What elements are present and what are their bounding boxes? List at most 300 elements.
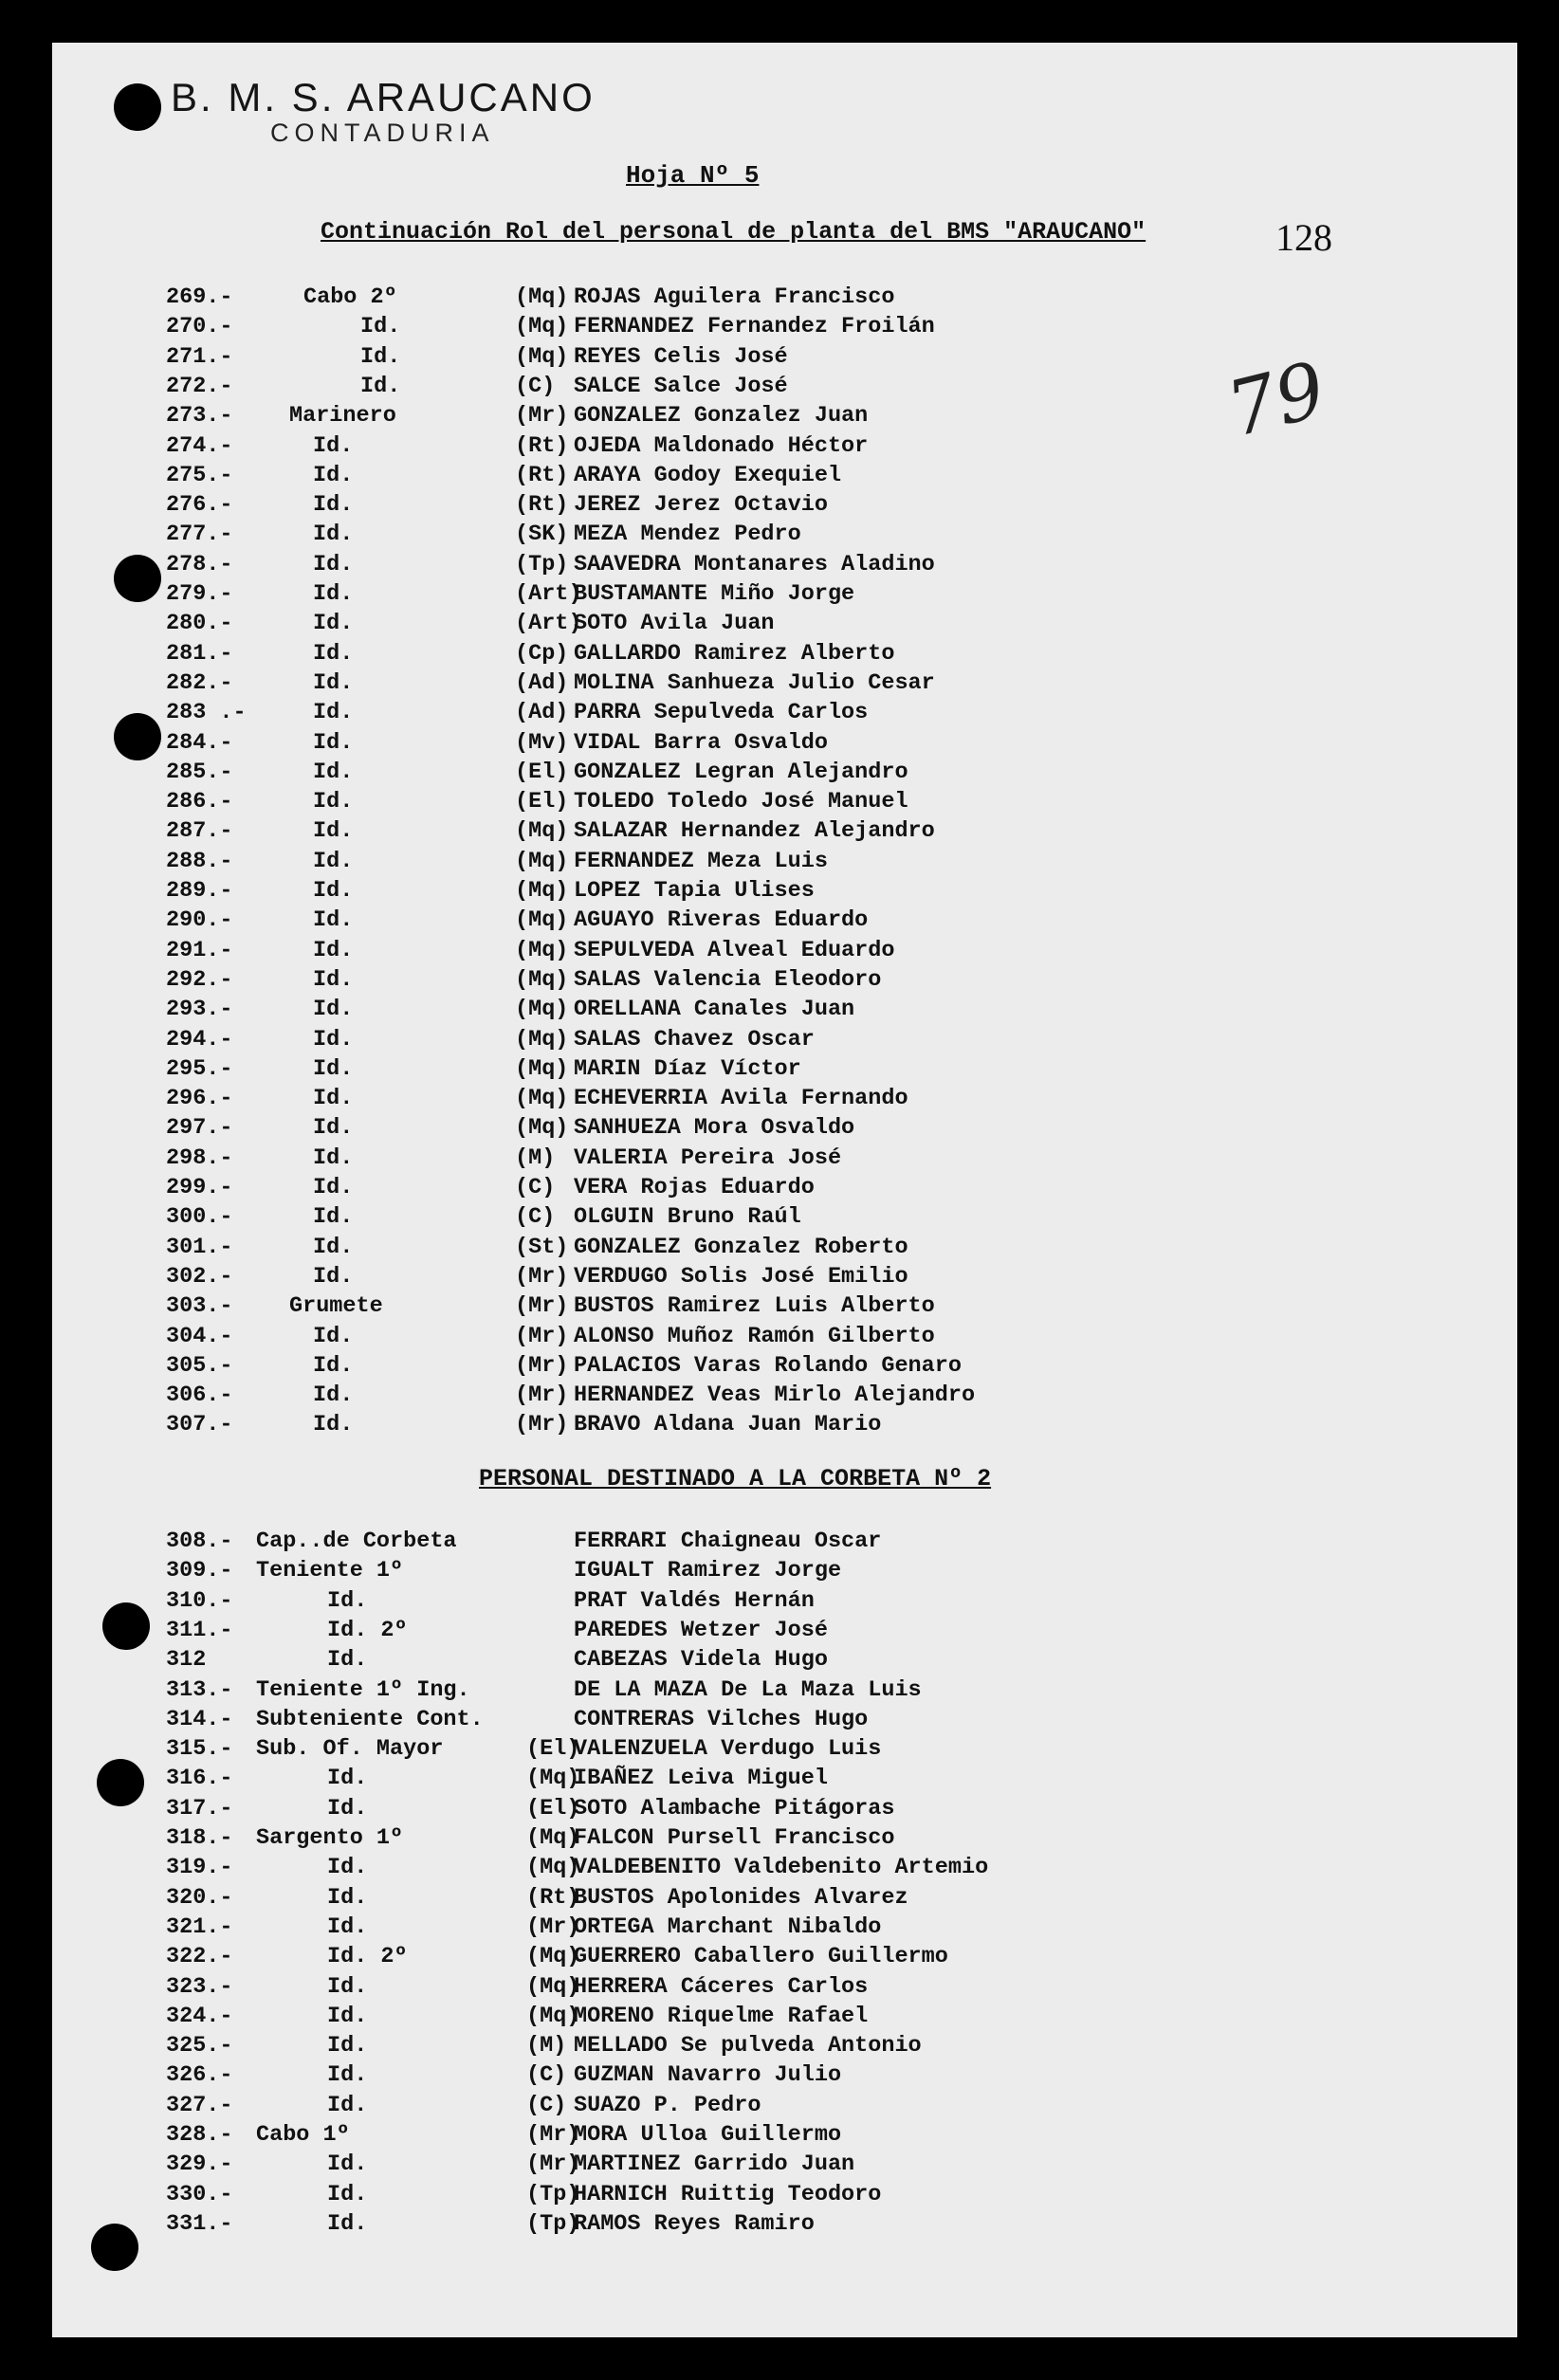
row-specialty: (Mq) xyxy=(515,1115,569,1142)
row-rank: Cabo 2º xyxy=(303,284,397,310)
personnel-row xyxy=(166,283,1114,312)
row-rank: Id. xyxy=(313,729,354,756)
row-number: 326.- xyxy=(166,2062,233,2089)
row-name: LOPEZ Tapia Ulises xyxy=(574,878,815,904)
row-name: SALAS Valencia Eleodoro xyxy=(574,966,882,993)
row-number: 322.- xyxy=(166,1944,233,1970)
personnel-row xyxy=(166,1734,1114,1764)
row-specialty: (Mq) xyxy=(515,848,569,874)
row-number: 279.- xyxy=(166,581,233,607)
row-name: SOTO Avila Juan xyxy=(574,611,775,637)
personnel-row xyxy=(166,995,1114,1024)
row-rank: Id. 2º xyxy=(327,1617,408,1643)
row-rank: Teniente 1º xyxy=(256,1558,404,1584)
personnel-row xyxy=(166,609,1114,638)
row-name: FALCON Pursell Francisco xyxy=(574,1825,895,1851)
row-name: SEPULVEDA Alveal Eduardo xyxy=(574,937,895,963)
row-specialty: (C) xyxy=(515,1204,556,1231)
row-rank: Id. 2º xyxy=(327,1944,408,1970)
row-rank: Id. xyxy=(313,1382,354,1409)
row-number: 321.- xyxy=(166,1913,233,1940)
row-rank: Id. xyxy=(327,1587,368,1614)
personnel-row xyxy=(166,1913,1114,1942)
row-rank: Id. xyxy=(313,818,354,845)
row-rank: Id. xyxy=(313,1175,354,1200)
handwritten-number: 79 xyxy=(1219,345,1334,454)
personnel-row xyxy=(166,1764,1114,1793)
personnel-row xyxy=(166,1616,1114,1645)
personnel-row xyxy=(166,372,1114,401)
row-number: 309.- xyxy=(166,1558,233,1584)
row-specialty: (Mq) xyxy=(515,937,569,963)
row-specialty: (Mq) xyxy=(526,1944,580,1970)
row-specialty: (M) xyxy=(526,2033,567,2060)
row-specialty: (Tp) xyxy=(515,551,569,577)
row-name: VALENZUELA Verdugo Luis xyxy=(574,1736,882,1763)
row-number: 313.- xyxy=(166,1676,233,1703)
row-number: 291.- xyxy=(166,937,233,963)
row-rank: Cap..de Corbeta xyxy=(256,1529,457,1554)
personnel-row xyxy=(166,2060,1114,2090)
row-rank: Id. xyxy=(327,2003,368,2029)
row-rank: Sub. Of. Mayor xyxy=(256,1736,444,1763)
row-name: FERNANDEZ Fernandez Froilán xyxy=(574,314,935,340)
row-name: HARNICH Ruittig Teodoro xyxy=(574,2181,882,2207)
personnel-row xyxy=(166,1853,1114,1882)
row-specialty: (Tp) xyxy=(526,2181,580,2207)
personnel-row xyxy=(166,639,1114,668)
row-number: 292.- xyxy=(166,966,233,993)
row-name: GUZMAN Navarro Julio xyxy=(574,2062,842,2089)
row-rank: Teniente 1º Ing. xyxy=(256,1676,470,1703)
row-rank: Id. xyxy=(313,1055,354,1082)
row-specialty: (Ad) xyxy=(515,669,569,696)
personnel-row xyxy=(166,668,1114,698)
row-specialty: (Rt) xyxy=(526,1884,580,1911)
personnel-row xyxy=(166,490,1114,520)
row-name: ORELLANA Canales Juan xyxy=(574,997,855,1023)
row-name: GUERRERO Caballero Guillermo xyxy=(574,1944,948,1970)
row-rank: Id. xyxy=(313,1086,354,1112)
personnel-row xyxy=(166,550,1114,579)
personnel-row xyxy=(166,2180,1114,2209)
row-number: 284.- xyxy=(166,729,233,756)
row-rank: Id. xyxy=(313,551,354,577)
personnel-row xyxy=(166,1556,1114,1585)
row-rank: Id. xyxy=(313,522,354,548)
row-number: 317.- xyxy=(166,1795,233,1822)
row-number: 295.- xyxy=(166,1055,233,1082)
row-specialty: (Rt) xyxy=(515,462,569,488)
row-number: 275.- xyxy=(166,462,233,488)
row-name: ROJAS Aguilera Francisco xyxy=(574,284,895,310)
row-rank: Id. xyxy=(327,1795,368,1822)
row-name: OJEDA Maldonado Héctor xyxy=(574,432,869,459)
row-specialty: (Tp) xyxy=(526,2210,580,2237)
row-specialty: (Mq) xyxy=(515,314,569,340)
personnel-row xyxy=(166,728,1114,758)
row-number: 311.- xyxy=(166,1617,233,1643)
personnel-row xyxy=(166,1084,1114,1113)
personnel-row xyxy=(166,1322,1114,1351)
row-specialty: (Mq) xyxy=(515,284,569,310)
row-number: 299.- xyxy=(166,1175,233,1200)
row-specialty: (Mq) xyxy=(515,907,569,934)
row-name: BRAVO Aldana Juan Mario xyxy=(574,1412,882,1438)
row-specialty: (Rt) xyxy=(515,432,569,459)
row-specialty: (Mq) xyxy=(526,1855,580,1881)
row-name: REYES Celis José xyxy=(574,343,788,370)
row-rank: Id. xyxy=(313,878,354,904)
row-specialty: (Mr) xyxy=(515,1323,569,1349)
row-specialty: (El) xyxy=(515,789,569,815)
personnel-row xyxy=(166,431,1114,461)
row-specialty: (Rt) xyxy=(515,492,569,519)
row-rank: Id. xyxy=(327,1766,368,1792)
row-name: MORA Ulloa Guillermo xyxy=(574,2122,842,2148)
row-rank: Subteniente Cont. xyxy=(256,1706,484,1732)
personnel-row xyxy=(166,1586,1114,1616)
row-number: 331.- xyxy=(166,2210,233,2237)
row-specialty: (C) xyxy=(515,373,556,399)
row-name: CABEZAS Videla Hugo xyxy=(574,1647,828,1674)
document-page xyxy=(52,43,1517,2337)
row-rank: Id. xyxy=(327,2210,368,2237)
row-number: 293.- xyxy=(166,997,233,1023)
row-number: 287.- xyxy=(166,818,233,845)
row-rank: Id. xyxy=(360,343,401,370)
row-name: BUSTOS Ramirez Luis Alberto xyxy=(574,1293,935,1320)
personnel-row xyxy=(166,2091,1114,2120)
row-rank: Id. xyxy=(313,1204,354,1231)
row-name: MOLINA Sanhueza Julio Cesar xyxy=(574,669,935,696)
row-number: 278.- xyxy=(166,551,233,577)
row-rank: Id. xyxy=(313,1412,354,1438)
row-specialty: (Mr) xyxy=(515,1412,569,1438)
row-number: 281.- xyxy=(166,640,233,667)
row-number: 306.- xyxy=(166,1382,233,1409)
row-rank: Grumete xyxy=(289,1293,383,1320)
row-rank: Id. xyxy=(313,1323,354,1349)
row-number: 272.- xyxy=(166,373,233,399)
personnel-row xyxy=(166,1054,1114,1084)
personnel-row xyxy=(166,1262,1114,1291)
personnel-row xyxy=(166,312,1114,341)
row-rank: Id. xyxy=(327,1913,368,1940)
row-specialty: (Mq) xyxy=(526,1973,580,2000)
row-rank: Id. xyxy=(313,1352,354,1379)
row-name: BUSTOS Apolonides Alvarez xyxy=(574,1884,908,1911)
row-specialty: (SK) xyxy=(515,522,569,548)
row-number: 314.- xyxy=(166,1706,233,1732)
row-number: 307.- xyxy=(166,1412,233,1438)
personnel-row xyxy=(166,1113,1114,1143)
row-rank: Id. xyxy=(313,848,354,874)
row-number: 297.- xyxy=(166,1115,233,1142)
row-specialty: (El) xyxy=(526,1795,580,1822)
row-rank: Id. xyxy=(313,432,354,459)
personnel-row xyxy=(166,1173,1114,1202)
row-rank: Id. xyxy=(313,937,354,963)
personnel-row xyxy=(166,1025,1114,1054)
personnel-row xyxy=(166,936,1114,965)
row-rank: Id. xyxy=(327,2092,368,2118)
row-number: 328.- xyxy=(166,2122,233,2148)
row-specialty: (Mr) xyxy=(515,1352,569,1379)
personnel-row xyxy=(166,1883,1114,1913)
row-name: SALAS Chavez Oscar xyxy=(574,1026,815,1053)
row-specialty: (C) xyxy=(526,2062,567,2089)
row-specialty: (Mq) xyxy=(515,878,569,904)
page-number: 128 xyxy=(1275,216,1332,259)
row-name: MARIN Díaz Víctor xyxy=(574,1055,801,1082)
row-name: GALLARDO Ramirez Alberto xyxy=(574,640,895,667)
row-name: IGUALT Ramirez Jorge xyxy=(574,1558,842,1584)
personnel-row xyxy=(166,965,1114,995)
row-specialty: (St) xyxy=(515,1234,569,1260)
personnel-row xyxy=(166,1942,1114,1971)
row-specialty: (Mq) xyxy=(515,997,569,1023)
row-rank: Cabo 1º xyxy=(256,2122,350,2148)
row-name: VIDAL Barra Osvaldo xyxy=(574,729,828,756)
personnel-row xyxy=(166,1527,1114,1556)
row-name: CONTRERAS Vilches Hugo xyxy=(574,1706,869,1732)
row-number: 285.- xyxy=(166,759,233,785)
row-specialty: (Art) xyxy=(515,611,582,637)
personnel-row xyxy=(166,876,1114,906)
row-name: SOTO Alambache Pitágoras xyxy=(574,1795,895,1822)
row-specialty: (C) xyxy=(515,1175,556,1200)
personnel-row xyxy=(166,758,1114,787)
row-name: PAREDES Wetzer José xyxy=(574,1617,828,1643)
personnel-row xyxy=(166,2002,1114,2031)
row-specialty: (Mr) xyxy=(515,1382,569,1409)
row-number: 301.- xyxy=(166,1234,233,1260)
row-rank: Id. xyxy=(327,1855,368,1881)
punch-hole xyxy=(114,555,161,602)
personnel-row xyxy=(166,1144,1114,1173)
personnel-row xyxy=(166,1972,1114,2002)
row-specialty: (Mr) xyxy=(515,1293,569,1320)
row-name: MARTINEZ Garrido Juan xyxy=(574,2151,855,2178)
row-specialty: (C) xyxy=(526,2092,567,2118)
row-rank: Id. xyxy=(313,611,354,637)
row-name: VERA Rojas Eduardo xyxy=(574,1175,815,1200)
row-name: JEREZ Jerez Octavio xyxy=(574,492,828,519)
personnel-row xyxy=(166,1381,1114,1410)
row-rank: Sargento 1º xyxy=(256,1825,404,1851)
row-specialty: (El) xyxy=(515,759,569,785)
row-rank: Marinero xyxy=(289,403,396,430)
row-name: DE LA MAZA De La Maza Luis xyxy=(574,1676,922,1703)
row-name: SALAZAR Hernandez Alejandro xyxy=(574,818,935,845)
row-number: 274.- xyxy=(166,432,233,459)
row-name: ORTEGA Marchant Nibaldo xyxy=(574,1913,882,1940)
row-specialty: (Mq) xyxy=(515,1055,569,1082)
personnel-row xyxy=(166,520,1114,549)
row-name: MORENO Riquelme Rafael xyxy=(574,2003,869,2029)
row-specialty: (Mr) xyxy=(526,2151,580,2178)
row-name: GONZALEZ Legran Alejandro xyxy=(574,759,908,785)
row-specialty: (Mr) xyxy=(526,1913,580,1940)
punch-hole xyxy=(114,713,161,760)
row-rank: Id. xyxy=(313,1026,354,1053)
row-number: 308.- xyxy=(166,1529,233,1554)
row-number: 270.- xyxy=(166,314,233,340)
row-number: 312 xyxy=(166,1647,207,1674)
row-number: 319.- xyxy=(166,1855,233,1881)
row-rank: Id. xyxy=(313,581,354,607)
personnel-row xyxy=(166,1351,1114,1381)
personnel-row xyxy=(166,816,1114,846)
row-specialty: (Mq) xyxy=(515,818,569,845)
row-number: 324.- xyxy=(166,2003,233,2029)
personnel-row xyxy=(166,1410,1114,1439)
personnel-row xyxy=(166,1202,1114,1232)
row-rank: Id. xyxy=(313,1234,354,1260)
row-name: VALERIA Pereira José xyxy=(574,1144,842,1171)
row-number: 296.- xyxy=(166,1086,233,1112)
row-name: OLGUIN Bruno Raúl xyxy=(574,1204,801,1231)
row-name: MELLADO Se pulveda Antonio xyxy=(574,2033,922,2060)
row-name: ALONSO Muñoz Ramón Gilberto xyxy=(574,1323,935,1349)
personnel-row xyxy=(166,1794,1114,1823)
personnel-row xyxy=(166,2150,1114,2179)
personnel-row xyxy=(166,1233,1114,1262)
row-name: IBAÑEZ Leiva Miguel xyxy=(574,1766,828,1792)
personnel-row xyxy=(166,401,1114,430)
row-name: ARAYA Godoy Exequiel xyxy=(574,462,842,488)
row-name: PALACIOS Varas Rolando Genaro xyxy=(574,1352,962,1379)
row-rank: Id. xyxy=(313,789,354,815)
row-number: 330.- xyxy=(166,2181,233,2207)
row-specialty: (Mr) xyxy=(526,2122,580,2148)
punch-hole xyxy=(102,1602,150,1650)
row-rank: Id. xyxy=(313,907,354,934)
row-name: VALDEBENITO Valdebenito Artemio xyxy=(574,1855,989,1881)
row-number: 286.- xyxy=(166,789,233,815)
row-number: 289.- xyxy=(166,878,233,904)
row-number: 277.- xyxy=(166,522,233,548)
personnel-row xyxy=(166,1705,1114,1734)
row-number: 305.- xyxy=(166,1352,233,1379)
row-specialty: (Mq) xyxy=(515,343,569,370)
row-number: 290.- xyxy=(166,907,233,934)
row-number: 316.- xyxy=(166,1766,233,1792)
row-number: 303.- xyxy=(166,1293,233,1320)
row-name: GONZALEZ Gonzalez Roberto xyxy=(574,1234,908,1260)
row-rank: Id. xyxy=(327,1884,368,1911)
section-title-corbeta: PERSONAL DESTINADO A LA CORBETA Nº 2 xyxy=(479,1465,992,1492)
row-number: 302.- xyxy=(166,1263,233,1290)
row-rank: Id. xyxy=(313,1144,354,1171)
row-name: TOLEDO Toledo José Manuel xyxy=(574,789,908,815)
row-number: 320.- xyxy=(166,1884,233,1911)
row-rank: Id. xyxy=(313,669,354,696)
row-rank: Id. xyxy=(313,759,354,785)
row-specialty: (Mq) xyxy=(526,1825,580,1851)
row-rank: Id. xyxy=(327,1973,368,2000)
row-name: AGUAYO Riveras Eduardo xyxy=(574,907,869,934)
row-name: PARRA Sepulveda Carlos xyxy=(574,700,869,726)
row-name: PRAT Valdés Hernán xyxy=(574,1587,815,1614)
row-specialty: (Mq) xyxy=(515,966,569,993)
personnel-row xyxy=(166,847,1114,876)
personnel-row xyxy=(166,1645,1114,1675)
row-number: 283 .- xyxy=(166,700,247,726)
row-specialty: (Mr) xyxy=(515,403,569,430)
row-rank: Id. xyxy=(360,373,401,399)
row-rank: Id. xyxy=(327,2033,368,2060)
row-name: HERNANDEZ Veas Mirlo Alejandro xyxy=(574,1382,976,1409)
row-name: SAAVEDRA Montanares Aladino xyxy=(574,551,935,577)
row-specialty: (Cp) xyxy=(515,640,569,667)
row-rank: Id. xyxy=(313,700,354,726)
personnel-row xyxy=(166,787,1114,816)
row-name: HERRERA Cáceres Carlos xyxy=(574,1973,869,2000)
row-rank: Id. xyxy=(313,462,354,488)
row-name: RAMOS Reyes Ramiro xyxy=(574,2210,815,2237)
department-header: CONTADURIA xyxy=(270,119,495,147)
personnel-row xyxy=(166,2120,1114,2150)
row-number: 310.- xyxy=(166,1587,233,1614)
row-specialty: (El) xyxy=(526,1736,580,1763)
personnel-row xyxy=(166,1675,1114,1705)
row-number: 288.- xyxy=(166,848,233,874)
row-rank: Id. xyxy=(360,314,401,340)
row-rank: Id. xyxy=(327,2062,368,2089)
row-specialty: (Mq) xyxy=(526,2003,580,2029)
row-name: BUSTAMANTE Miño Jorge xyxy=(574,581,855,607)
row-name: SANHUEZA Mora Osvaldo xyxy=(574,1115,855,1142)
row-rank: Id. xyxy=(313,640,354,667)
row-number: 327.- xyxy=(166,2092,233,2118)
row-number: 323.- xyxy=(166,1973,233,2000)
row-number: 282.- xyxy=(166,669,233,696)
personnel-row xyxy=(166,2209,1114,2239)
row-rank: Id. xyxy=(313,966,354,993)
personnel-row xyxy=(166,1291,1114,1321)
row-specialty: (Mr) xyxy=(515,1263,569,1290)
row-specialty: (Mv) xyxy=(515,729,569,756)
row-specialty: (Mq) xyxy=(515,1086,569,1112)
personnel-row xyxy=(166,579,1114,609)
row-rank: Id. xyxy=(327,2151,368,2178)
personnel-row xyxy=(166,461,1114,490)
personnel-row xyxy=(166,2031,1114,2060)
personnel-row xyxy=(166,906,1114,935)
row-number: 280.- xyxy=(166,611,233,637)
row-number: 315.- xyxy=(166,1736,233,1763)
row-rank: Id. xyxy=(313,1263,354,1290)
row-number: 325.- xyxy=(166,2033,233,2060)
row-name: VERDUGO Solis José Emilio xyxy=(574,1263,908,1290)
row-number: 271.- xyxy=(166,343,233,370)
row-number: 318.- xyxy=(166,1825,233,1851)
ship-header: B. M. S. ARAUCANO xyxy=(171,75,596,119)
row-name: GONZALEZ Gonzalez Juan xyxy=(574,403,869,430)
document-title: Continuación Rol del personal de planta del BMS "ARAUCANO" xyxy=(321,218,1146,246)
row-rank: Id. xyxy=(313,997,354,1023)
sheet-number: Hoja Nº 5 xyxy=(626,161,760,190)
row-number: 273.- xyxy=(166,403,233,430)
row-specialty: (Ad) xyxy=(515,700,569,726)
row-number: 294.- xyxy=(166,1026,233,1053)
row-specialty: (Mq) xyxy=(526,1766,580,1792)
row-name: FERRARI Chaigneau Oscar xyxy=(574,1529,882,1554)
row-rank: Id. xyxy=(327,1647,368,1674)
row-specialty: (Mq) xyxy=(515,1026,569,1053)
